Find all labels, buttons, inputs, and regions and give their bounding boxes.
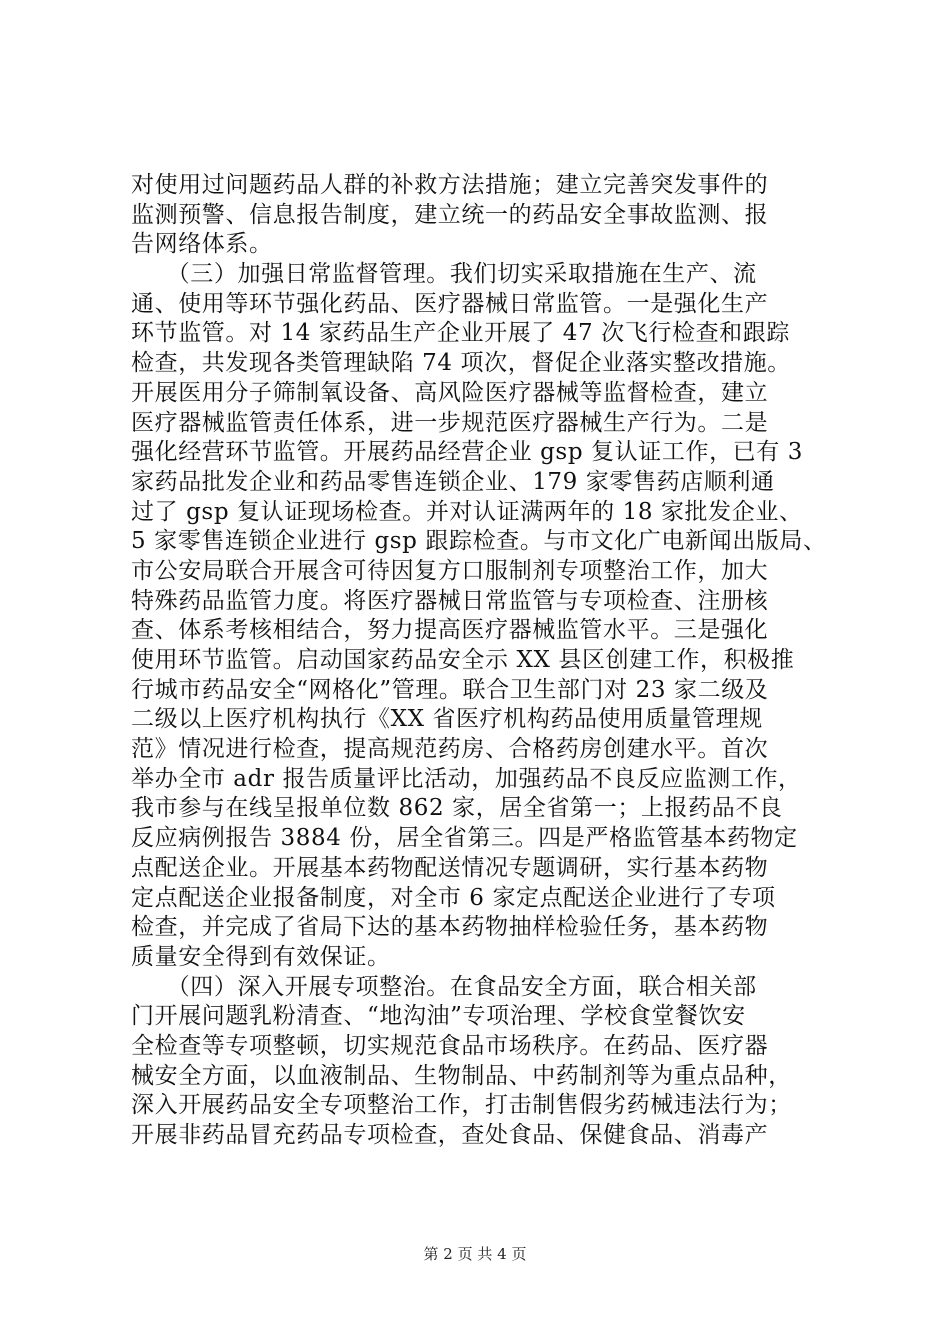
text-line: 举办全市 adr 报告质量评比活动，加强药品不良反应监测工作， [131, 765, 802, 792]
page-footer: 第 2 页 共 4 页 [423, 1245, 527, 1263]
text-line: 通、使用等环节强化药品、医疗器械日常监管。一是强化生产 [131, 290, 769, 317]
text-line: 二级以上医疗机构执行《XX 省医疗机构药品使用质量管理规 [131, 706, 763, 733]
text-line: 械安全方面，以血液制品、生物制品、中药制剂等为重点品种， [131, 1062, 792, 1089]
text-line: （三）加强日常监督管理。我们切实采取措施在生产、流 [131, 261, 757, 288]
text-line: 特殊药品监管力度。将医疗器械日常监管与专项检查、注册核 [131, 587, 769, 614]
text-line: 医疗器械监管责任体系，进一步规范医疗器械生产行为。二是 [131, 409, 769, 436]
body-text [131, 171, 831, 1151]
text-line: 范》情况进行检查，提高规范药房、合格药房创建水平。首次 [131, 736, 769, 763]
text-line: 环节监管。对 14 家药品生产企业开展了 47 次飞行检查和跟踪 [131, 320, 790, 347]
text-line: 强化经营环节监管。开展药品经营企业 gsp 复认证工作，已有 3 [131, 439, 804, 466]
text-line: 使用环节监管。启动国家药品安全示 XX 县区创建工作，积极推 [131, 647, 795, 673]
text-line: 家药品批发企业和药品零售连锁企业、179 家零售药店顺利通 [131, 468, 775, 495]
text-line: （四）深入开展专项整治。在食品安全方面，联合相关部 [131, 973, 757, 1000]
text-line: 告网络体系。 [131, 231, 273, 258]
text-line: 检查，共发现各类管理缺陷 74 项次，督促企业落实整改措施。 [131, 350, 791, 377]
text-line: 门开展问题乳粉清查、“地沟油”专项治理、学校食堂餐饮安 [131, 1003, 746, 1030]
text-line: 检查，并完成了省局下达的基本药物抽样检验任务，基本药物 [131, 914, 769, 941]
text-line: 市公安局联合开展含可待因复方口服制剂专项整治工作，加大 [131, 557, 769, 584]
text-line: 对使用过问题药品人群的补救方法措施；建立完善突发事件的 [131, 172, 769, 198]
text-line: 查、体系考核相结合，努力提高医疗器械监管水平。三是强化 [131, 617, 769, 644]
text-line: 行城市药品安全“网格化”管理。联合卫生部门对 23 家二级及 [131, 676, 769, 703]
text-line: 5 家零售连锁企业进行 gsp 跟踪检查。与市文化广电新闻出版局、 [131, 528, 827, 555]
text-line: 质量安全得到有效保证。 [131, 943, 391, 970]
text-line: 全检查等专项整顿，切实规范食品市场秩序。在药品、医疗器 [131, 1032, 769, 1059]
text-line: 定点配送企业报备制度，对全市 6 家定点配送企业进行了专项 [131, 884, 776, 911]
text-line: 开展非药品冒充药品专项检查，查处食品、保健食品、消毒产 [131, 1122, 769, 1148]
text-line: 点配送企业。开展基本药物配送情况专题调研，实行基本药物 [131, 854, 769, 881]
text-line: 深入开展药品安全专项整治工作，打击制售假劣药械违法行为； [131, 1092, 792, 1119]
text-line: 开展医用分子筛制氧设备、高风险医疗器械等监督检查，建立 [131, 379, 769, 406]
text-line: 反应病例报告 3884 份，居全省第三。四是严格监管基本药物定 [131, 825, 798, 852]
text-line: 我市参与在线呈报单位数 862 家，居全省第一；上报药品不良 [131, 795, 783, 822]
text-line: 监测预警、信息报告制度，建立统一的药品安全事故监测、报 [131, 201, 769, 228]
text-line: 过了 gsp 复认证现场检查。并对认证满两年的 18 家批发企业、 [131, 498, 803, 525]
